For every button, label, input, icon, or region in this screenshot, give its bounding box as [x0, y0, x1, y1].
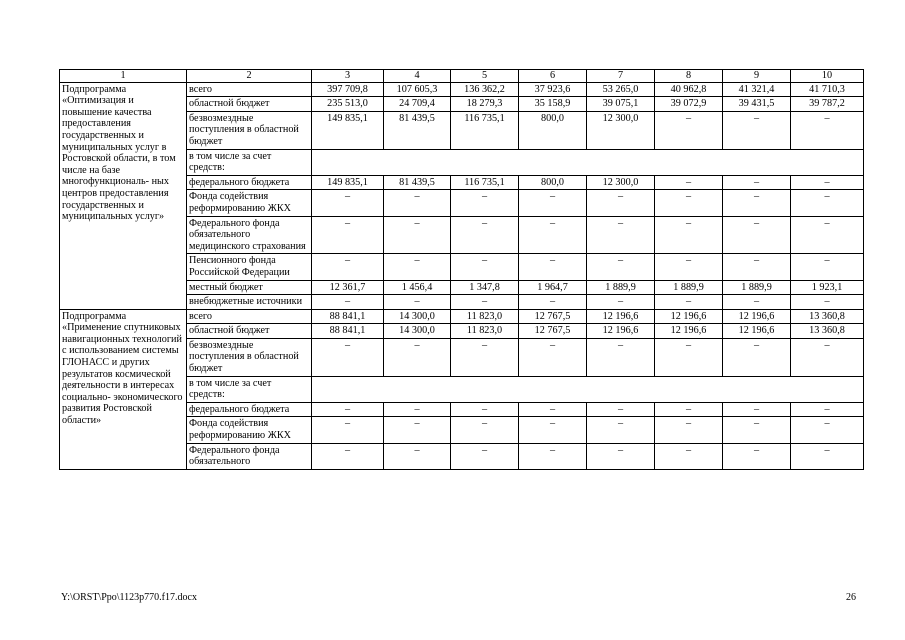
value-cell: –: [723, 417, 791, 443]
value-cell: 39 072,9: [655, 97, 723, 112]
funding-source-cell: Федерального фонда обязательного: [187, 443, 312, 469]
value-cell: 116 735,1: [451, 175, 519, 190]
value-cell: 149 835,1: [312, 175, 384, 190]
value-cell: –: [451, 402, 519, 417]
value-cell: –: [723, 295, 791, 310]
funding-source-cell: всего: [187, 309, 312, 324]
value-cell: –: [655, 338, 723, 376]
value-cell: 11 823,0: [451, 324, 519, 339]
value-cell: 12 300,0: [587, 175, 655, 190]
value-cell: –: [587, 295, 655, 310]
value-cell: 1 347,8: [451, 280, 519, 295]
value-cell: –: [384, 338, 451, 376]
value-cell: 116 735,1: [451, 111, 519, 149]
column-number-cell: 6: [519, 70, 587, 83]
value-cell: 12 767,5: [519, 309, 587, 324]
value-cell: 53 265,0: [587, 82, 655, 97]
value-cell: –: [519, 190, 587, 216]
value-cell: –: [519, 216, 587, 254]
value-cell: –: [791, 295, 864, 310]
value-cell: –: [655, 295, 723, 310]
funding-source-cell: Фонда содействия реформированию ЖКХ: [187, 190, 312, 216]
value-cell: 41 321,4: [723, 82, 791, 97]
value-cell: 1 889,9: [587, 280, 655, 295]
funding-source-cell: федерального бюджета: [187, 175, 312, 190]
value-cell: –: [723, 111, 791, 149]
funding-source-cell: внебюджетные источники: [187, 295, 312, 310]
value-cell: 14 300,0: [384, 309, 451, 324]
value-cell: –: [451, 254, 519, 280]
value-cell: 12 196,6: [587, 324, 655, 339]
value-cell: –: [723, 443, 791, 469]
value-cell: –: [723, 216, 791, 254]
value-cell: 18 279,3: [451, 97, 519, 112]
value-cell: –: [384, 190, 451, 216]
value-cell: –: [384, 216, 451, 254]
value-cell: –: [655, 190, 723, 216]
value-cell: 1 923,1: [791, 280, 864, 295]
value-cell: 14 300,0: [384, 324, 451, 339]
table-body: [60, 70, 864, 470]
column-number-cell: 7: [587, 70, 655, 83]
value-cell: 41 710,3: [791, 82, 864, 97]
funding-source-cell: Федерального фонда обязательного медицинского страхования: [187, 216, 312, 254]
value-cell: –: [587, 402, 655, 417]
value-cell: –: [312, 254, 384, 280]
value-cell: –: [723, 190, 791, 216]
funding-source-cell: безвозмездные поступления в областной бюджет: [187, 338, 312, 376]
funding-source-cell: всего: [187, 82, 312, 97]
value-cell: –: [451, 216, 519, 254]
value-cell: –: [312, 190, 384, 216]
table-row: [60, 82, 864, 97]
value-cell: 235 513,0: [312, 97, 384, 112]
column-number-cell: 10: [791, 70, 864, 83]
value-cell: 12 361,7: [312, 280, 384, 295]
value-cell: –: [723, 402, 791, 417]
column-number-cell: 4: [384, 70, 451, 83]
value-cell: –: [384, 402, 451, 417]
value-cell: –: [451, 338, 519, 376]
value-cell: –: [312, 443, 384, 469]
value-cell: –: [312, 402, 384, 417]
value-cell: –: [312, 417, 384, 443]
value-cell: –: [791, 402, 864, 417]
funding-source-cell: в том числе за счет средств:: [187, 149, 312, 175]
value-cell: –: [723, 175, 791, 190]
value-cell: 800,0: [519, 175, 587, 190]
value-cell: 12 767,5: [519, 324, 587, 339]
value-cell: 40 962,8: [655, 82, 723, 97]
value-cell: –: [791, 338, 864, 376]
value-cell: 12 196,6: [723, 309, 791, 324]
value-cell: –: [791, 190, 864, 216]
value-cell: –: [587, 254, 655, 280]
value-cell: –: [655, 216, 723, 254]
value-cell: 12 196,6: [655, 309, 723, 324]
value-cell: –: [791, 443, 864, 469]
value-cell: –: [791, 417, 864, 443]
value-cell: 39 431,5: [723, 97, 791, 112]
column-number-cell: 1: [60, 70, 187, 83]
value-cell: 12 300,0: [587, 111, 655, 149]
value-cell: –: [519, 254, 587, 280]
value-cell: 13 360,8: [791, 309, 864, 324]
value-cell: –: [312, 216, 384, 254]
column-number-cell: 8: [655, 70, 723, 83]
funding-source-cell: в том числе за счет средств:: [187, 376, 312, 402]
value-cell: –: [587, 190, 655, 216]
funding-source-cell: областной бюджет: [187, 97, 312, 112]
value-cell: –: [384, 417, 451, 443]
budget-table: [59, 69, 864, 470]
program-name-cell: Подпрограмма «Оптимизация и повышение качества предоставления государственных и муниципальных услуг в Ростовской области, в том числе на базе многофункциональ- ных центров предоставления государственных и муниципальных услуг»: [60, 82, 187, 309]
value-cell: 39 787,2: [791, 97, 864, 112]
funding-source-cell: федерального бюджета: [187, 402, 312, 417]
value-cell: 397 709,8: [312, 82, 384, 97]
value-cell: 35 158,9: [519, 97, 587, 112]
value-cell: –: [312, 295, 384, 310]
value-cell: 24 709,4: [384, 97, 451, 112]
value-cell: –: [519, 402, 587, 417]
value-cell: –: [587, 443, 655, 469]
value-cell: –: [655, 175, 723, 190]
value-cell: 149 835,1: [312, 111, 384, 149]
column-number-cell: 3: [312, 70, 384, 83]
value-cell: –: [791, 254, 864, 280]
program-name-cell: Подпрограмма «Применение спутниковых навигационных технологий с использованием системы ГЛОНАСС и других результатов космической деятельности в интересах социально- экономического развития Ростовской области»: [60, 309, 187, 469]
footer-file-path: Y:\ORST\Ppo\1123p770.f17.docx: [61, 592, 197, 603]
value-cell: –: [791, 175, 864, 190]
value-cell: –: [519, 338, 587, 376]
funding-source-cell: местный бюджет: [187, 280, 312, 295]
value-cell: 11 823,0: [451, 309, 519, 324]
merged-empty-cell: [312, 376, 864, 402]
value-cell: –: [655, 402, 723, 417]
value-cell: 1 964,7: [519, 280, 587, 295]
value-cell: –: [655, 417, 723, 443]
value-cell: 12 196,6: [655, 324, 723, 339]
table-row: [60, 309, 864, 324]
value-cell: 39 075,1: [587, 97, 655, 112]
value-cell: –: [723, 338, 791, 376]
funding-source-cell: областной бюджет: [187, 324, 312, 339]
value-cell: 12 196,6: [723, 324, 791, 339]
value-cell: 13 360,8: [791, 324, 864, 339]
value-cell: –: [384, 254, 451, 280]
value-cell: –: [519, 295, 587, 310]
column-number-cell: 2: [187, 70, 312, 83]
value-cell: 88 841,1: [312, 324, 384, 339]
value-cell: –: [791, 111, 864, 149]
value-cell: –: [723, 254, 791, 280]
value-cell: –: [451, 295, 519, 310]
value-cell: 37 923,6: [519, 82, 587, 97]
value-cell: 81 439,5: [384, 111, 451, 149]
value-cell: –: [655, 111, 723, 149]
value-cell: 800,0: [519, 111, 587, 149]
value-cell: –: [451, 190, 519, 216]
funding-source-cell: Пенсионного фонда Российской Федерации: [187, 254, 312, 280]
value-cell: –: [587, 216, 655, 254]
value-cell: 1 889,9: [723, 280, 791, 295]
funding-source-cell: Фонда содействия реформированию ЖКХ: [187, 417, 312, 443]
value-cell: –: [519, 417, 587, 443]
value-cell: 12 196,6: [587, 309, 655, 324]
value-cell: –: [384, 295, 451, 310]
value-cell: 81 439,5: [384, 175, 451, 190]
value-cell: –: [451, 443, 519, 469]
value-cell: –: [312, 338, 384, 376]
column-number-row: [60, 70, 864, 83]
value-cell: 136 362,2: [451, 82, 519, 97]
value-cell: 107 605,3: [384, 82, 451, 97]
value-cell: 88 841,1: [312, 309, 384, 324]
value-cell: –: [451, 417, 519, 443]
column-number-cell: 9: [723, 70, 791, 83]
value-cell: 1 889,9: [655, 280, 723, 295]
value-cell: 1 456,4: [384, 280, 451, 295]
column-number-cell: 5: [451, 70, 519, 83]
footer-page-number: 26: [846, 592, 856, 603]
value-cell: –: [655, 254, 723, 280]
funding-source-cell: безвозмездные поступления в областной бюджет: [187, 111, 312, 149]
value-cell: –: [587, 417, 655, 443]
value-cell: –: [587, 338, 655, 376]
merged-empty-cell: [312, 149, 864, 175]
value-cell: –: [791, 216, 864, 254]
value-cell: –: [655, 443, 723, 469]
value-cell: –: [519, 443, 587, 469]
value-cell: –: [384, 443, 451, 469]
